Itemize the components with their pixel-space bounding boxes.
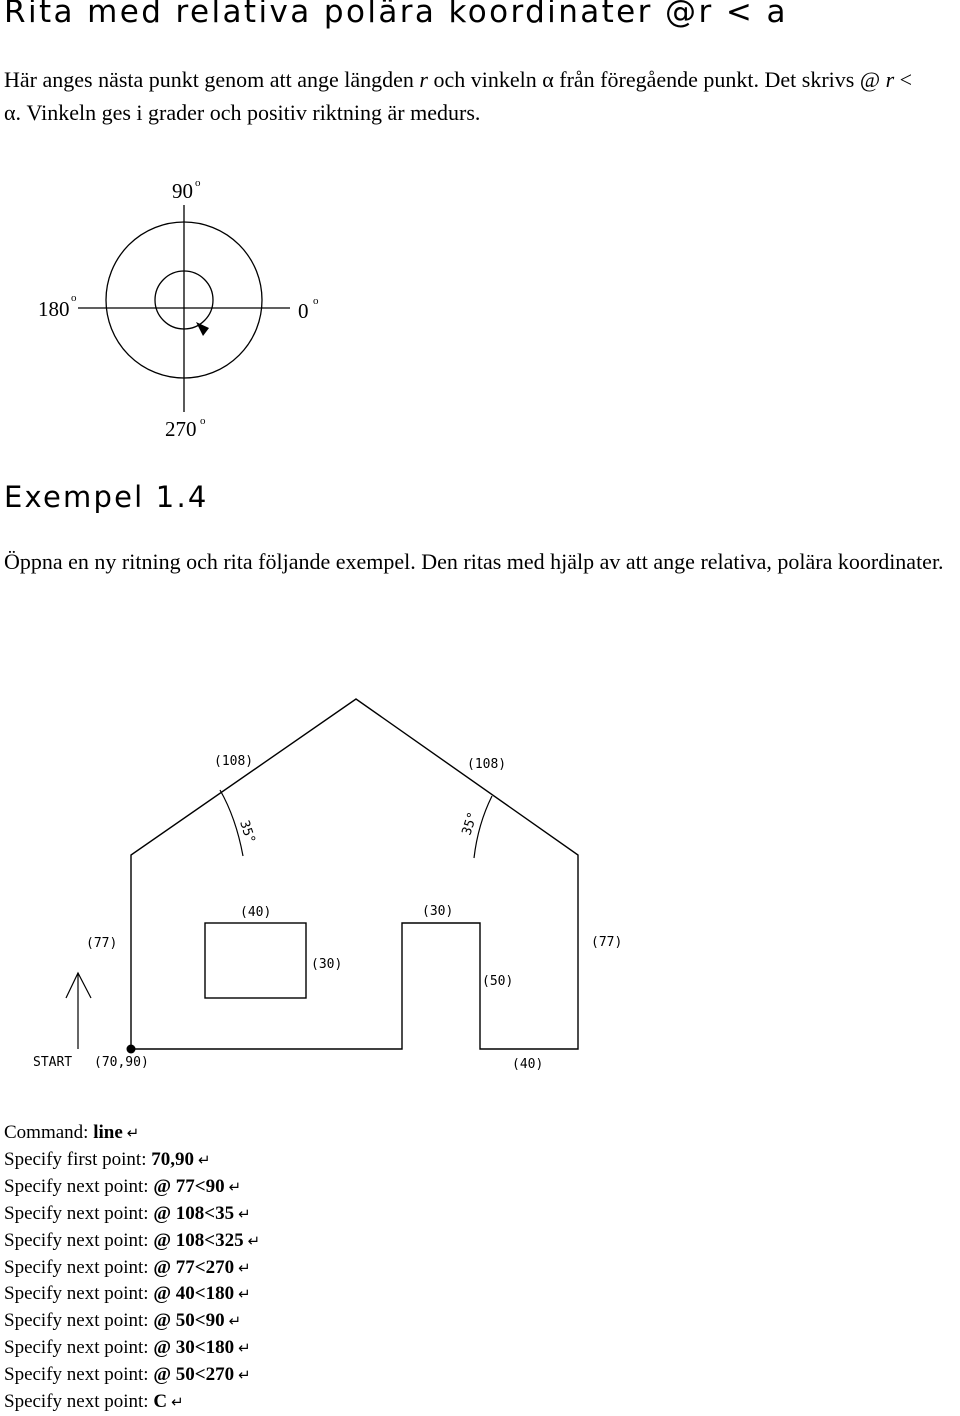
roof-left-angle: 35° <box>236 818 258 846</box>
command-log <box>4 1120 260 1416</box>
return-icon: ↵ <box>238 1204 251 1223</box>
command-prompt: Specify next point: <box>4 1364 154 1386</box>
roof-left-length: (108) <box>214 754 254 769</box>
command-prompt: Specify next point: <box>4 1175 154 1197</box>
command-line <box>4 1201 260 1228</box>
return-icon: ↵ <box>228 1177 242 1196</box>
window-height: (30) <box>311 957 343 972</box>
command-prompt: Specify next point: <box>4 1229 154 1251</box>
command-line <box>4 1228 260 1255</box>
command-value: 70,90 <box>151 1148 194 1170</box>
door-width: (30) <box>422 904 454 919</box>
roof-right-length: (108) <box>467 757 507 772</box>
degree-270: o <box>200 415 206 427</box>
return-icon: ↵ <box>171 1393 184 1412</box>
command-line <box>4 1255 260 1282</box>
return-icon: ↵ <box>228 1312 242 1331</box>
command-value: @ 30<180 <box>153 1337 235 1359</box>
intro-paragraph <box>4 63 934 129</box>
example-paragraph: Öppna en ny ritning och rita följande exempel. Den ritas med hjälp av att ange relativa, polära koordinater. <box>4 549 944 574</box>
clockwise-arrow-icon <box>196 322 209 336</box>
inner-circle <box>155 271 213 329</box>
command-prompt: Specify next point: <box>4 1391 154 1413</box>
window-width: (40) <box>240 905 272 920</box>
door-height: (50) <box>482 974 514 989</box>
intro-text-1: Här anges nästa punkt genom att ange längden <box>4 67 420 92</box>
house-outline <box>131 699 578 1049</box>
page-title: Rita med relativa polära koordinater @r < a <box>4 0 788 30</box>
degree-90: o <box>195 177 201 189</box>
return-icon: ↵ <box>126 1124 140 1142</box>
command-value: C <box>153 1391 168 1413</box>
intro-r-2: r <box>885 67 895 92</box>
bottom-right-length: (40) <box>512 1057 544 1072</box>
command-line <box>4 1308 260 1335</box>
wall-left-length: (77) <box>86 936 118 951</box>
return-icon: ↵ <box>238 1258 251 1277</box>
command-line <box>4 1362 260 1389</box>
command-prompt: Specify next point: <box>4 1256 154 1278</box>
angle-label-0: 0 <box>298 299 309 323</box>
start-label: START <box>33 1055 73 1070</box>
window <box>205 923 306 998</box>
right-angle-arc <box>474 796 492 858</box>
angle-label-270: 270 <box>165 417 197 441</box>
command-prompt: Specify next point: <box>4 1283 154 1305</box>
command-prompt: Specify first point: <box>4 1148 152 1170</box>
start-point <box>127 1045 136 1054</box>
return-icon: ↵ <box>247 1231 261 1250</box>
command-prompt: Specify next point: <box>4 1202 154 1224</box>
command-line <box>4 1389 260 1416</box>
angle-label-180: 180 <box>38 297 70 321</box>
left-angle-arc <box>220 790 243 856</box>
command-value: @ 77<90 <box>153 1175 225 1197</box>
return-icon: ↵ <box>238 1366 251 1385</box>
start-coordinates: (70,90) <box>94 1055 149 1070</box>
command-prompt: Specify next point: <box>4 1310 154 1332</box>
return-icon: ↵ <box>197 1150 211 1169</box>
command-line <box>4 1335 260 1362</box>
command-value: @ 77<270 <box>153 1256 235 1278</box>
command-line <box>4 1147 260 1174</box>
command-line <box>4 1120 260 1147</box>
roof-right-angle: 35° <box>459 810 482 838</box>
angle-label-90: 90 <box>172 179 193 203</box>
command-value: @ 108<35 <box>153 1202 235 1224</box>
degree-180: o <box>71 292 77 304</box>
return-icon: ↵ <box>238 1339 251 1358</box>
command-prompt: Specify next point: <box>4 1337 154 1359</box>
command-line <box>4 1281 260 1308</box>
command-line <box>4 1174 260 1201</box>
intro-r: r <box>419 67 428 92</box>
command-value: @ 108<325 <box>153 1229 244 1251</box>
degree-0: o <box>313 295 319 307</box>
command-value: @ 50<270 <box>153 1364 235 1386</box>
command-value: line <box>93 1122 123 1143</box>
outer-circle <box>106 222 262 378</box>
example-heading: Exempel 1.4 <box>4 480 209 514</box>
start-arrow-head-icon <box>66 973 91 998</box>
command-value: @ 50<90 <box>153 1310 225 1332</box>
return-icon: ↵ <box>238 1285 251 1304</box>
command-prompt: Command: <box>4 1122 94 1143</box>
wall-right-length: (77) <box>591 935 623 950</box>
intro-text-2: och vinkeln α från föregående punkt. Det skrivs @ <box>427 67 886 92</box>
command-value: @ 40<180 <box>153 1283 235 1305</box>
intro-text-3: < α. Vinkeln ges i grader och positiv riktning är medurs. <box>4 67 913 125</box>
